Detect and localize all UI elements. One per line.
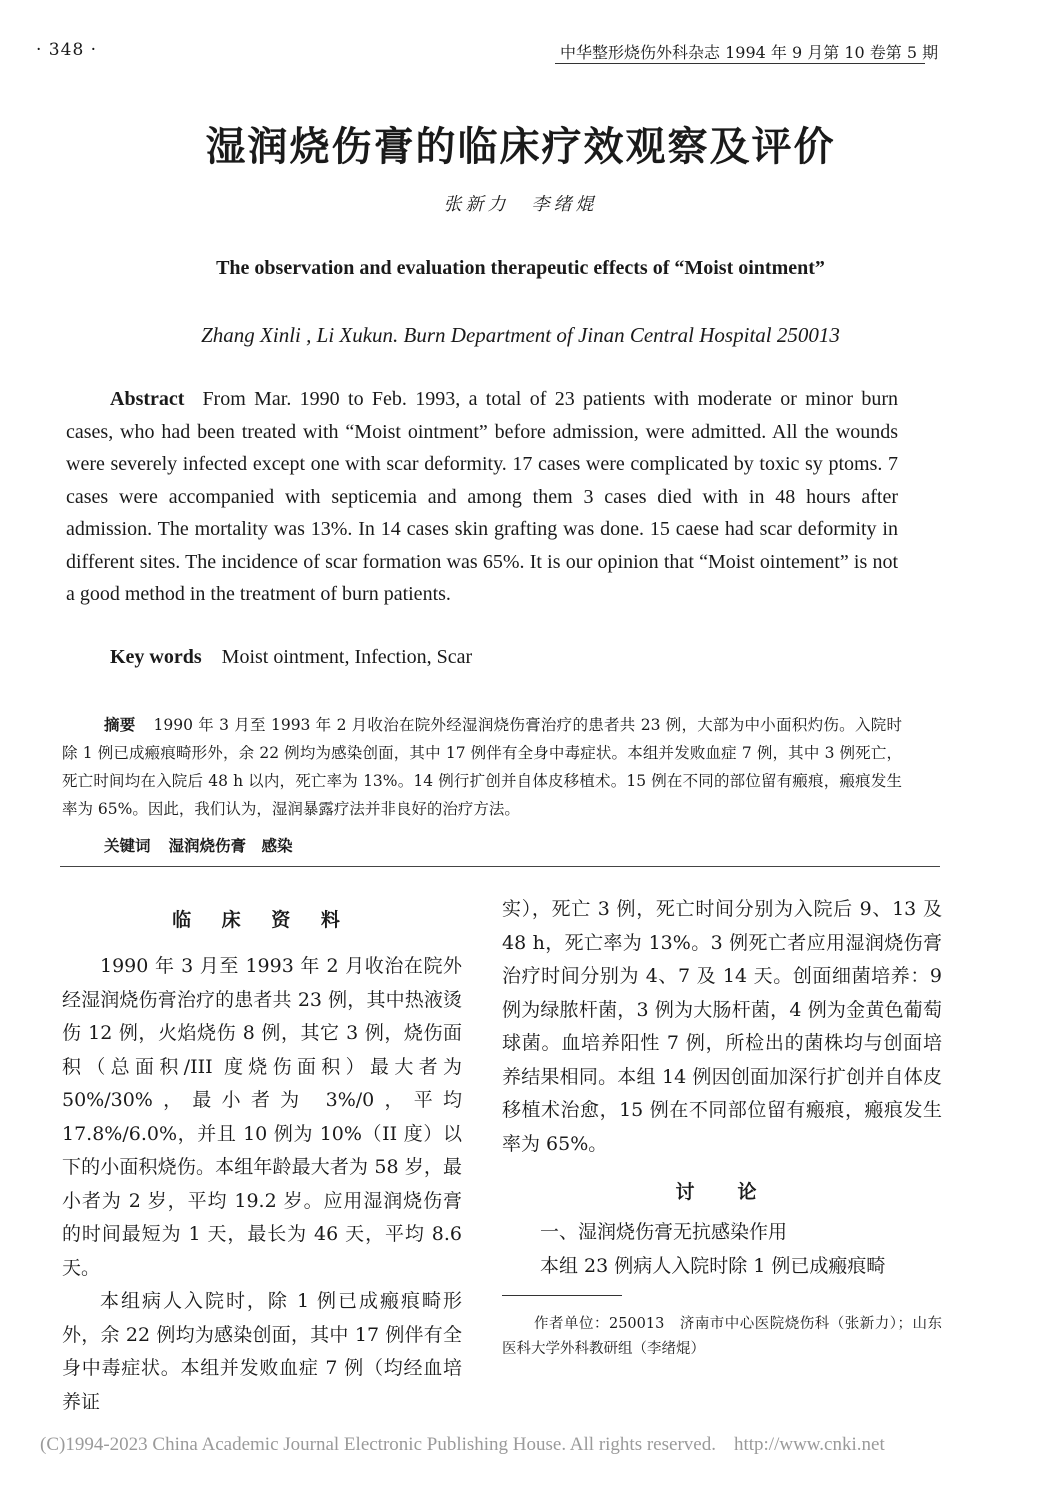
body-column-right xyxy=(502,893,942,1283)
page-number: · 348 · xyxy=(36,40,98,60)
header-rule xyxy=(555,63,925,64)
keywords-en-text: Moist ointment, Infection, Scar xyxy=(221,646,473,668)
journal-header: 中华整形烧伤外科杂志 1994 年 9 月第 10 卷第 5 期 xyxy=(560,43,939,62)
keywords-en-label: Key words xyxy=(110,646,202,668)
keywords-en xyxy=(110,646,472,669)
abstract-cn-text: 1990 年 3 月至 1993 年 2 月收治在院外经湿润烧伤膏治疗的患者共 23 例，大部为中小面积灼伤。入院时除 1 例已成瘢痕畸形外，余 22 例均为感染创面，其中 17 例伴有全身中毒症状。本组并发败血症 7 例，其中 3 例死亡，死亡时间均在入院后 48 h 以内，死亡率为 13%。14 例行扩创并自体皮移植术。15 例在不同的部位留有瘢痕，瘢痕发生率为 65%。因此，我们认为，湿润暴露疗法并非良好的治疗方法。 xyxy=(62,716,902,818)
body-column-left xyxy=(62,905,462,1419)
keywords-cn-label: 关键词 xyxy=(104,836,151,855)
section-divider xyxy=(60,866,940,867)
copyright-text: (C)1994-2023 China Academic Journal Electronic Publishing House. All rights reserved. xyxy=(40,1434,716,1455)
keywords-cn-text: 湿润烧伤膏 感染 xyxy=(168,836,293,855)
keywords-cn xyxy=(104,834,293,856)
author-affiliation-footnote: 作者单位：250013 济南市中心医院烧伤科（张新力）；山东医科大学外科教研组（李绪焜） xyxy=(502,1316,942,1357)
discussion-paragraph-1: 本组 23 例病人入院时除 1 例已成瘢痕畸 xyxy=(540,1254,886,1277)
copyright-url: http://www.cnki.net xyxy=(733,1434,885,1455)
abstract-en-label: Abstract xyxy=(110,388,185,410)
clinical-paragraph-1: 1990 年 3 月至 1993 年 2 月收治在院外经湿润烧伤膏治疗的患者共 23 例，其中热液烫伤 12 例，火焰烧伤 8 例，其它 3 例，烧伤面积（总面积/III 度烧伤面积）最大者为 50%/30%，最小者为 3%/0，平均 17.8%/6.0%，并且 10 例为 10%（II 度）以下的小面积烧伤。本组年龄最大者为 58 岁，最小者为 2 岁，平均 19.2 岁。应用湿润烧伤膏的时间最短为 1 天，最长为 46 天，平均 8.6 天。 xyxy=(62,955,462,1279)
heading-discussion: 讨 论 xyxy=(675,1181,769,1203)
footnote-rule xyxy=(502,1295,622,1296)
heading-clinical-data: 临 床 资 料 xyxy=(172,909,352,931)
abstract-en-text: From Mar. 1990 to Feb. 1993, a total of 23 patients with moderate or minor burn cases, who had been treated with “Moist ointment” before admission, were admitted. All the wounds were severely infected except one with scar deformity. 17 cases were complicated by toxic sy ptoms. 7 cases were accompanied with septicemia and among them 3 cases died with in 48 hours after admission. The mortality was 13%. In 14 cases skin grafting was done. 15 caese had scar deformity in different sites. The incidence of scar formation was 65%. It is our opinion that “Moist ointement” is not a good method in the treatment of burn patients. xyxy=(66,388,898,605)
copyright-watermark xyxy=(40,1434,1030,1456)
article-title-cn: 湿润烧伤膏的临床疗效观察及评价 xyxy=(205,123,836,170)
discussion-subheading: 一、湿润烧伤膏无抗感染作用 xyxy=(540,1221,788,1243)
abstract-cn-label: 摘要 xyxy=(104,715,136,734)
article-title-en: The observation and evaluation therapeutic effects of “Moist ointment” xyxy=(216,257,825,279)
authors-cn: 张新力 李绪焜 xyxy=(443,194,598,215)
authors-en: Zhang Xinli , Li Xukun. Burn Department of Jinan Central Hospital 250013 xyxy=(201,323,840,347)
clinical-paragraph-2-continued: 实），死亡 3 例，死亡时间分别为入院后 9、13 及 48 h，死亡率为 13%。3 例死亡者应用湿润烧伤膏治疗时间分别为 4、7 及 14 天。创面细菌培养：9 例为绿脓杆菌，3 例为大肠杆菌，4 例为金黄色葡萄球菌。血培养阳性 7 例，所检出的菌株均与创面培养结果相同。本组 14 例因创面加深行扩创并自体皮移植术治愈，15 例在不同部位留有瘢痕，瘢痕发生率为 65%。 xyxy=(502,898,942,1155)
clinical-paragraph-2: 本组病人入院时，除 1 例已成瘢痕畸形外，余 22 例均为感染创面，其中 17 例伴有全身中毒症状。本组并发败血症 7 例（均经血培养证 xyxy=(62,1290,462,1413)
abstract-cn xyxy=(62,711,902,823)
abstract-en xyxy=(66,383,898,611)
